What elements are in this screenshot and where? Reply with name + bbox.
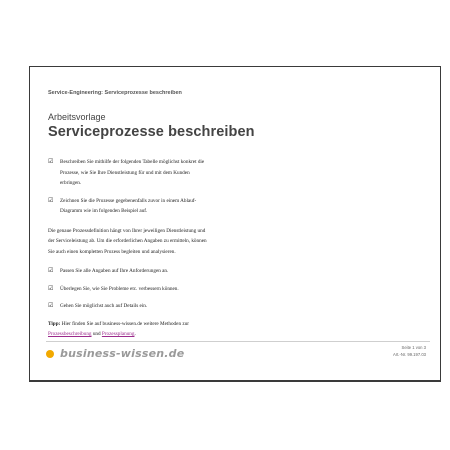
checklist-line: erbringen. xyxy=(60,180,82,186)
checklist-line: Gehen Sie möglichst auch auf Details ein. xyxy=(60,303,148,309)
link-prozessplanung[interactable]: Prozessplanung xyxy=(101,331,135,337)
checklist-line: Beschreiben Sie mithilfe der folgenden Tabelle möglichst konkret die xyxy=(60,159,205,165)
tipp-label: Tipp: xyxy=(48,320,61,327)
checked-box-icon: ☑ xyxy=(48,196,54,204)
checked-box-icon: ☑ xyxy=(48,158,54,165)
checklist-line: Passen Sie alle Angaben auf Ihre Anforderungen an. xyxy=(60,268,169,274)
document-breadcrumb: Service-Engineering: Serviceprozesse beschreiben xyxy=(48,90,182,96)
checked-box-icon: ☑ xyxy=(48,302,54,309)
checklist-item xyxy=(48,301,258,312)
logo-text: business-wissen.de xyxy=(60,347,185,360)
footer-divider xyxy=(46,341,430,342)
tipp-end: . xyxy=(134,331,136,337)
document-body xyxy=(48,157,258,340)
paragraph-line: Die genaue Prozessdefinition hängt von Ihrer jeweiligen Dienstleistung und xyxy=(48,227,206,234)
checklist-item xyxy=(48,196,258,217)
page-info xyxy=(393,345,426,358)
checked-box-icon: ☑ xyxy=(48,284,54,292)
orange-dot-icon xyxy=(46,350,54,358)
body-paragraph xyxy=(48,226,258,258)
checklist-line: Überlegen Sie, wie Sie Probleme etc. verbessern können. xyxy=(60,285,179,292)
checklist-item xyxy=(48,284,258,295)
checklist-line: Diagramm wie im folgenden Beispiel auf. xyxy=(60,208,148,214)
link-prozessbeschreibung[interactable]: Prozessbeschreibung xyxy=(48,331,92,337)
document-title: Serviceprozesse beschreiben xyxy=(48,124,255,140)
document-page xyxy=(29,66,441,382)
checked-box-icon: ☑ xyxy=(48,267,54,274)
article-number: Art.-Nr. 99.197.03 xyxy=(392,351,426,357)
tipp-and: und xyxy=(91,331,102,337)
checklist-item xyxy=(48,157,258,189)
page-number: Seite 1 von 3 xyxy=(401,345,426,350)
tipp-note xyxy=(48,319,258,340)
business-wissen-logo xyxy=(46,347,184,360)
tipp-text: Hier finden Sie auf business-wissen.de weitere Methoden zur xyxy=(60,320,189,327)
checklist-line: Zeichnen Sie die Prozesse gegebenenfalls zuvor in einem Ablauf- xyxy=(60,197,197,204)
paragraph-line: Sie auch einen kompletten Prozess begleiten und analysieren. xyxy=(48,248,176,255)
checklist-line: Prozesse, wie Sie Ihre Dienstleistung für und mit dem Kunden xyxy=(60,169,190,176)
document-overline: Arbeitsvorlage xyxy=(48,112,106,122)
paragraph-line: der Serviceleistung ab. Um die erforderlichen Angaben zu ermitteln, können xyxy=(48,238,207,244)
checklist-item xyxy=(48,266,258,277)
